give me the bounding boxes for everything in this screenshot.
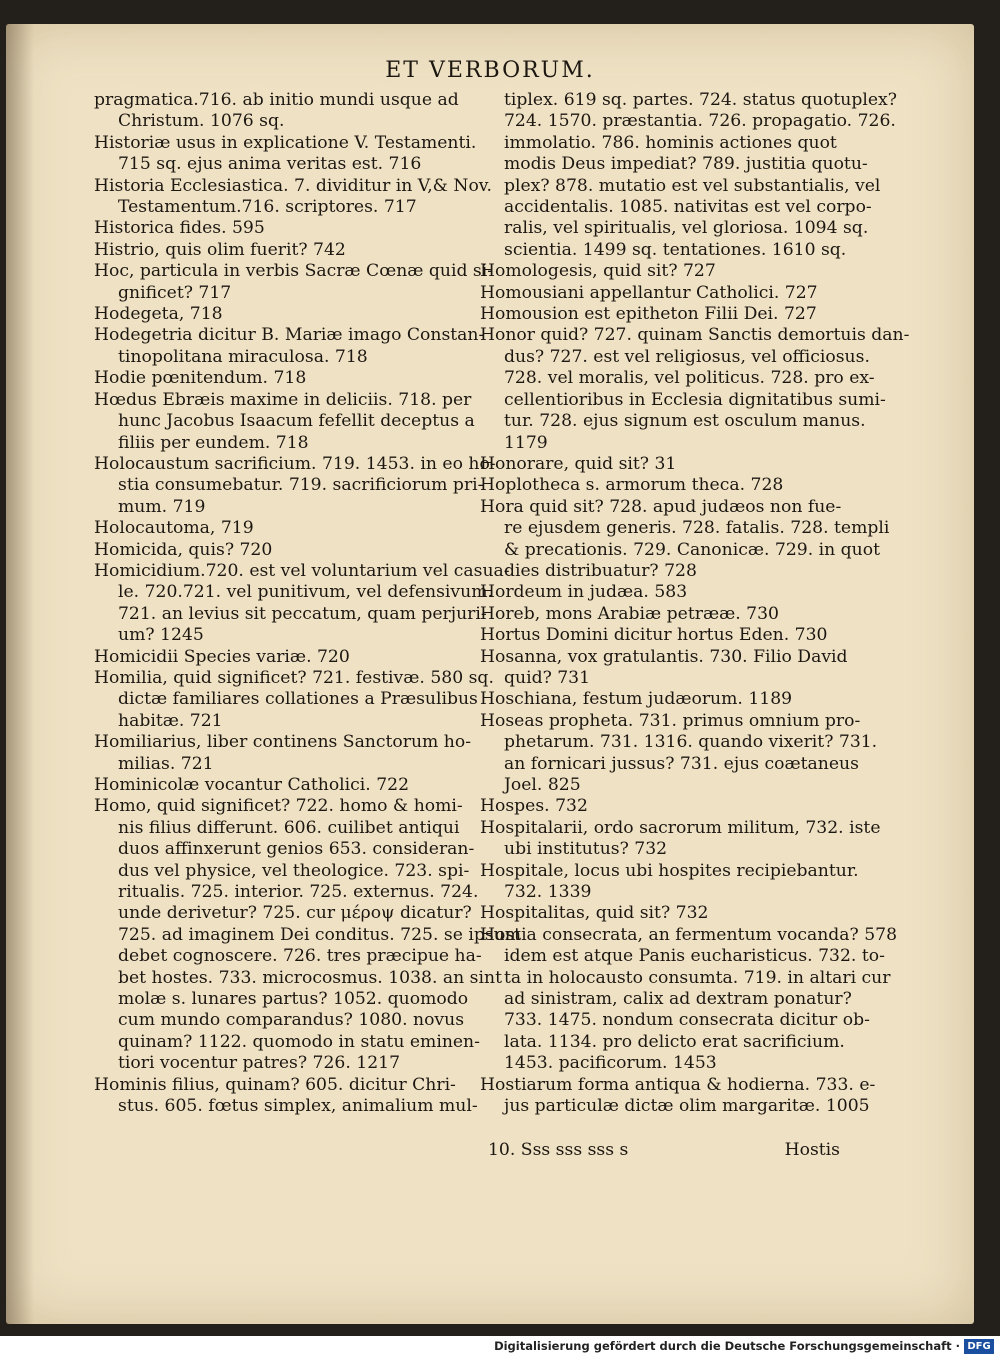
entry-line: unde derivetur? 725. cur μέροψ dicatur? [118, 903, 472, 924]
entry-line: Hoplotheca s. armorum theca. 728 [480, 475, 784, 496]
entry-line: 732. 1339 [504, 882, 592, 903]
entry-line: Hortus Domini dicitur hortus Eden. 730 [480, 625, 828, 646]
index-entry [480, 304, 840, 325]
entry-line: tinopolitana miraculosa. 718 [118, 346, 368, 367]
entry-line: milias. 721 [118, 753, 214, 774]
entry-line: bet hostes. 733. microcosmus. 1038. an sint [118, 967, 502, 988]
dfg-logo-icon: DFG [964, 1339, 994, 1354]
entry-line: Hominicolæ vocantur Catholici. 722 [94, 775, 410, 795]
entry-line: Honorare, quid sit? 31 [480, 453, 677, 474]
entry-line: Christum. 1076 sq. [118, 111, 285, 132]
index-entry [480, 496, 890, 583]
funding-text: Digitalisierung gefördert durch die Deutsche Forschungsgemeinschaft · [494, 1339, 960, 1353]
index-entry [480, 710, 878, 797]
index-entry [94, 540, 466, 561]
entry-line: Historica fides. 595 [94, 218, 265, 239]
index-entry [480, 325, 910, 453]
entry-line: jus particulæ dictæ olim margaritæ. 1005 [504, 1096, 870, 1117]
entry-line: Hospitalarii, ordo sacrorum militum, 732. iste [480, 817, 881, 838]
index-entry [94, 132, 477, 176]
entry-line: debet cognoscere. 726. tres præcipue ha- [118, 946, 482, 967]
entry-line: Homilia, quid significet? 721. festivæ. 580 sq. [94, 667, 494, 688]
entry-line: 715 sq. ejus anima veritas est. 716 [118, 154, 422, 175]
entry-line: habitæ. 721 [118, 710, 223, 731]
entry-line: Joel. 825 [504, 775, 581, 795]
entry-line: Hoc, particula in verbis Sacræ Cœnæ quid si- [94, 261, 494, 282]
index-entry [94, 368, 466, 389]
index-entry [480, 283, 840, 304]
entry-line: Hominis filius, quinam? 605. dicitur Chri- [94, 1074, 456, 1095]
index-entry [480, 261, 840, 282]
entry-line: 728. vel moralis, vel politicus. 728. pro ex- [504, 368, 875, 389]
entry-line: tur. 728. ejus signum est osculum manus. [504, 411, 866, 432]
entry-line: 733. 1475. nondum consecrata dicitur ob- [504, 1010, 870, 1031]
entry-line: & precationis. 729. Canonicæ. 729. in quot [504, 539, 881, 560]
index-entry [480, 454, 840, 475]
entry-line: scientia. 1499 sq. tentationes. 1610 sq. [504, 239, 847, 260]
entry-line: Hoseas propheta. 731. primus omnium pro- [480, 710, 861, 731]
index-entry [94, 732, 472, 775]
entry-line: Homousiani appellantur Catholici. 727 [480, 282, 818, 303]
entry-line: Historiæ usus in explicatione V. Testamenti. [94, 132, 477, 153]
entry-line: Holocautoma, 719 [94, 518, 254, 539]
entry-line: um? 1245 [118, 625, 204, 646]
entry-line: tiori vocentur patres? 726. 1217 [118, 1053, 401, 1074]
entry-line: nis filius differunt. 606. cuilibet antiqui [118, 817, 460, 838]
index-entry [480, 860, 859, 904]
entry-line: Hodie pœnitendum. 718 [94, 368, 307, 389]
entry-line: duos affinxerunt genios 653. consideran- [118, 839, 475, 860]
entry-line: quinam? 1122. quomodo in statu eminen- [118, 1031, 480, 1052]
entry-line: stia consumebatur. 719. sacrificiorum pri- [118, 475, 484, 496]
index-entry [94, 775, 466, 796]
index-entry [480, 689, 840, 710]
entry-line: dictæ familiares collationes a Præsulibus [118, 689, 478, 710]
entry-line: Hora quid sit? 728. apud judæos non fue- [480, 496, 842, 517]
index-entry [94, 240, 466, 261]
index-entry [94, 647, 466, 668]
entry-line: Homiliarius, liber continens Sanctorum ho- [94, 732, 472, 753]
entry-line: Hodegetria dicitur B. Mariæ imago Constan- [94, 325, 485, 346]
entry-line: re ejusdem generis. 728. fatalis. 728. templi [504, 518, 890, 539]
index-entry [480, 796, 840, 817]
entry-line: 724. 1570. præstantia. 726. propagatio. 726. [504, 111, 896, 132]
entry-line: le. 720.721. vel punitivum, vel defensivum. [118, 582, 493, 603]
entry-line: gnificet? 717 [118, 282, 232, 303]
entry-line: Hordeum in judæa. 583 [480, 582, 688, 603]
entry-line: Hœdus Ebræis maxime in deliciis. 718. per [94, 389, 472, 410]
index-entry [480, 625, 840, 646]
entry-line: cellentioribus in Ecclesia dignitatibus sumi- [504, 389, 886, 410]
entry-line: Hospitalitas, quid sit? 732 [480, 903, 709, 924]
page-header: ET VERBORUM. [385, 58, 595, 83]
entry-line: Testamentum.716. scriptores. 717 [118, 197, 417, 218]
index-entry [480, 90, 897, 261]
catchword: Hostis [784, 1140, 840, 1160]
entry-line: cum mundo comparandus? 1080. novus [118, 1010, 465, 1031]
entry-line: pragmatica.716. ab initio mundi usque ad [94, 90, 459, 110]
entry-line: dus vel physice, vel theologice. 723. spi- [118, 860, 470, 881]
entry-line: mum. 719 [118, 496, 206, 517]
entry-line: Hosanna, vox gratulantis. 730. Filio David [480, 646, 848, 667]
entry-line: ritualis. 725. interior. 725. externus. 724. [118, 882, 479, 903]
entry-line: ad sinistram, calix ad dextram ponatur? [504, 989, 852, 1010]
entry-line: molæ s. lunares partus? 1052. quomodo [118, 989, 469, 1010]
index-entry [94, 389, 475, 454]
index-entry [94, 1074, 478, 1118]
entry-line: ubi institutus? 732 [504, 839, 668, 860]
book-page [6, 24, 974, 1324]
entry-line: 1453. pacificorum. 1453 [504, 1053, 717, 1074]
entry-line: Homousion est epitheton Filii Dei. 727 [480, 304, 817, 325]
entry-line: quid? 731 [504, 667, 591, 688]
index-entry [94, 90, 466, 133]
entry-line: an fornicari jussus? 731. ejus coætaneus [504, 753, 859, 774]
index-entry [480, 646, 848, 690]
index-entry [94, 796, 522, 1074]
entry-line: modis Deus impediat? 789. justitia quotu- [504, 154, 868, 175]
entry-line: ta in holocausto consumta. 719. in altari cur [504, 967, 891, 988]
entry-line: Hospitale, locus ubi hospites recipiebantur. [480, 860, 859, 881]
entry-line: tiplex. 619 sq. partes. 724. status quotuplex? [504, 90, 897, 110]
entry-line: ralis, vel spiritualis, vel gloriosa. 1094 sq. [504, 218, 869, 239]
entry-line: 721. an levius sit peccatum, quam perjuri- [118, 603, 487, 624]
signature-mark: 10. Sss sss sss s [488, 1140, 629, 1160]
entry-line: Hospes. 732 [480, 796, 588, 817]
entry-line: Historia Ecclesiastica. 7. dividitur in V,& Nov. [94, 175, 492, 196]
index-entry [94, 218, 466, 239]
entry-line: immolatio. 786. hominis actiones quot [504, 132, 837, 153]
index-entry [94, 667, 494, 732]
index-entry [480, 817, 881, 861]
entry-line: lata. 1134. pro delicto erat sacrificium. [504, 1031, 845, 1052]
index-entry [94, 304, 466, 325]
entry-line: 725. ad imaginem Dei conditus. 725. se ipsum [118, 924, 522, 945]
entry-line: Homo, quid significet? 722. homo & homi- [94, 796, 463, 817]
entry-line: Hodegeta, 718 [94, 304, 223, 325]
entry-line: idem est atque Panis eucharisticus. 732. to- [504, 946, 885, 967]
entry-line: Holocaustum sacrificium. 719. 1453. in eo ho- [94, 453, 496, 474]
entry-line: stus. 605. fœtus simplex, animalium mul- [118, 1096, 478, 1117]
entry-line: Hoschiana, festum judæorum. 1189 [480, 689, 793, 710]
entry-line: Honor quid? 727. quinam Sanctis demortuis dan- [480, 325, 910, 346]
entry-line: Horeb, mons Arabiæ petrææ. 730 [480, 603, 779, 624]
entry-line: plex? 878. mutatio est vel substantialis, vel [504, 175, 881, 196]
index-entry [480, 475, 840, 496]
funding-bar [0, 1336, 1000, 1358]
entry-line: Homicida, quis? 720 [94, 539, 273, 560]
entry-line: dus? 727. est vel religiosus, vel officiosus. [504, 346, 870, 367]
entry-line: Homicidii Species variæ. 720 [94, 646, 350, 667]
index-entry [94, 518, 466, 539]
entry-line: filiis per eundem. 718 [118, 432, 309, 453]
index-entry [480, 1074, 876, 1118]
entry-line: accidentalis. 1085. nativitas est vel corpo- [504, 197, 872, 218]
index-entry [94, 560, 510, 647]
entry-line: Hostiarum forma antiqua & hodierna. 733. e- [480, 1074, 876, 1095]
index-entry [480, 582, 840, 603]
entry-line: 1179 [504, 432, 548, 453]
index-entry [480, 903, 840, 924]
index-column-right [480, 90, 910, 1118]
entry-line: Homicidium.720. est vel voluntarium vel casua- [94, 560, 510, 581]
index-entry [94, 261, 494, 304]
index-entry [94, 453, 496, 518]
entry-line: Hostia consecrata, an fermentum vocanda? 578 [480, 924, 898, 945]
index-entry [480, 604, 840, 625]
index-entry [94, 175, 492, 219]
index-entry [94, 325, 485, 368]
index-entry [480, 924, 898, 1075]
entry-line: dies distribuatur? 728 [504, 560, 697, 581]
entry-line: Homologesis, quid sit? 727 [480, 261, 716, 282]
entry-line: Histrio, quis olim fuerit? 742 [94, 239, 346, 260]
entry-line: phetarum. 731. 1316. quando vixerit? 731. [504, 732, 878, 753]
index-column-left [94, 90, 522, 1118]
entry-line: hunc Jacobus Isaacum fefellit deceptus a [118, 411, 475, 432]
